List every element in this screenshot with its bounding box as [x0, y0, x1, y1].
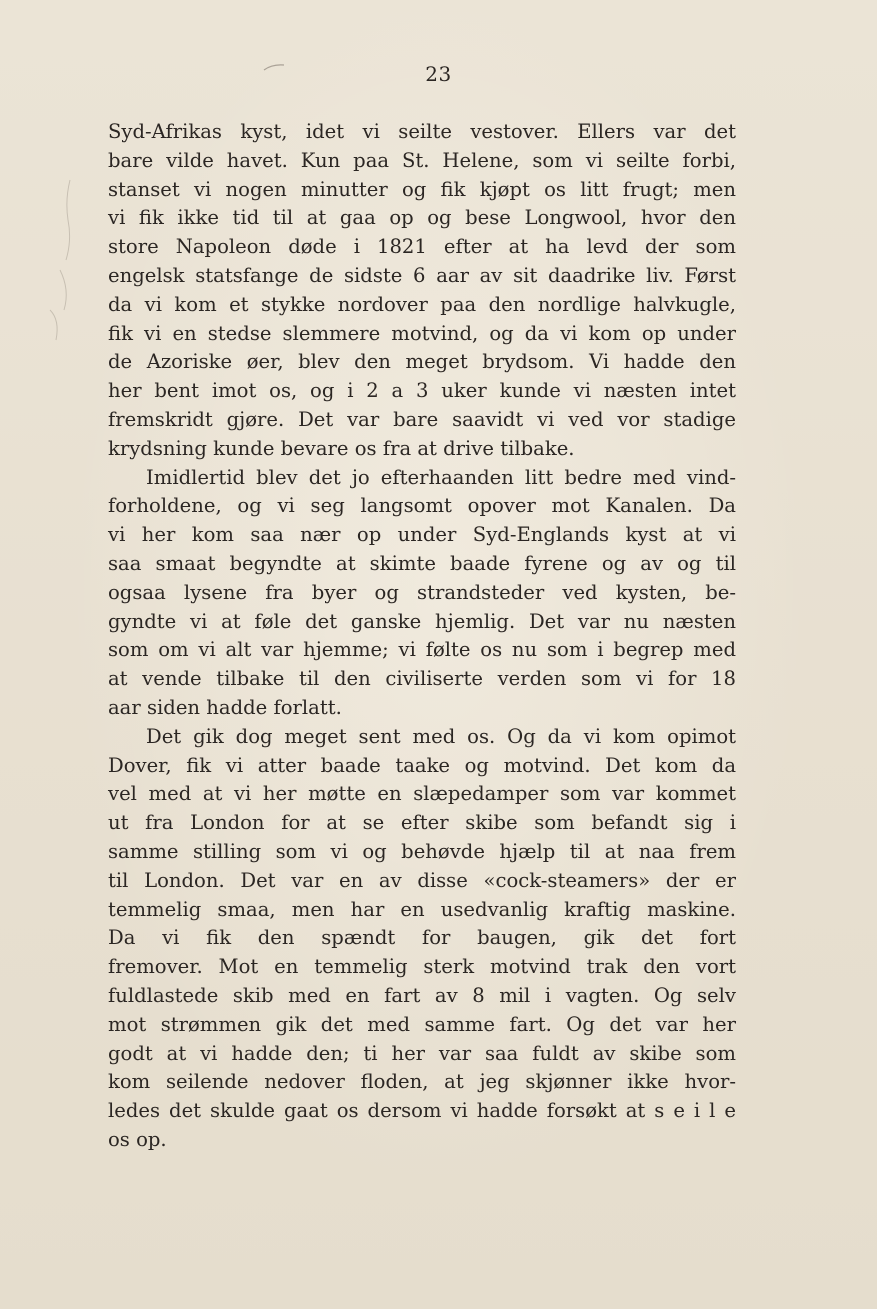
text-line: os op.	[108, 1127, 167, 1151]
text-line: ogsaa lysene fra byer og strandsteder ved kysten, be-	[108, 580, 736, 604]
text-line: ledes det skulde gaat os dersom vi hadde forsøkt at s e i l e	[108, 1099, 736, 1123]
text-line: fuldlastede skib med en fart av 8 mil i vagten. Og selv	[108, 983, 736, 1007]
text-line: Da vi fik den spændt for baugen, gik det fort	[108, 926, 736, 950]
text-line: temmelig smaa, men har en usedvanlig kraftig maskine.	[108, 897, 736, 921]
text-line: som om vi alt var hjemme; vi følte os nu som i begrep med	[108, 638, 736, 662]
text-line: godt at vi hadde den; ti her var saa fuldt av skibe som	[108, 1041, 736, 1065]
text-line: Syd-Afrikas kyst, idet vi seilte vestover. Ellers var det	[108, 120, 736, 143]
text-line: bare vilde havet. Kun paa St. Helene, som vi seilte forbi,	[108, 148, 736, 172]
text-line: fik vi en stedse slemmere motvind, og da vi kom op under	[108, 321, 736, 345]
text-line: krydsning kunde bevare os fra at drive tilbake.	[108, 436, 575, 460]
text-line: saa smaat begyndte at skimte baade fyrene og av og til	[108, 551, 736, 575]
text-line: store Napoleon døde i 1821 efter at ha levd der som	[108, 235, 736, 259]
page-number: 23	[425, 62, 452, 86]
text-line: fremover. Mot en temmelig sterk motvind trak den vort	[108, 955, 736, 979]
text-line: fremskridt gjøre. Det var bare saavidt vi ved vor stadige	[108, 407, 736, 431]
text-line: mot strømmen gik det med samme fart. Og det var her	[108, 1012, 736, 1036]
text-line: de Azoriske øer, blev den meget brydsom. Vi hadde den	[108, 350, 736, 374]
text-line: vi her kom saa nær op under Syd-Englands kyst at vi	[108, 523, 736, 547]
text-line: engelsk statsfange de sidste 6 aar av sit daadrike liv. Først	[108, 263, 736, 287]
text-line: da vi kom et stykke nordover paa den nordlige halvkugle,	[108, 292, 736, 316]
text-line: samme stilling som vi og behøvde hjælp til at naa frem	[108, 839, 736, 863]
body-text	[108, 118, 736, 1155]
text-line: ut fra London for at se efter skibe som befandt sig i	[108, 811, 736, 835]
text-line: forholdene, og vi seg langsomt opover mot Kanalen. Da	[108, 494, 736, 518]
margin-pencil-marks	[30, 160, 100, 360]
text-line: aar siden hadde forlatt.	[108, 695, 342, 719]
text-line: Dover, fik vi atter baade taake og motvind. Det kom da	[108, 753, 736, 777]
text-line: til London. Det var en av disse «cock-steamers» der er	[108, 868, 736, 892]
text-line: Imidlertid blev det jo efterhaanden litt bedre med vind-	[146, 465, 736, 489]
text-line: vel med at vi her møtte en slæpedamper som var kommet	[108, 782, 736, 806]
text-line: Det gik dog meget sent med os. Og da vi kom opimot	[146, 724, 736, 748]
text-line: stanset vi nogen minutter og fik kjøpt os litt frugt; men	[108, 177, 736, 201]
text-line: her bent imot os, og i 2 a 3 uker kunde vi næsten intet	[108, 379, 736, 403]
text-line: vi fik ikke tid til at gaa op og bese Longwool, hvor den	[108, 206, 736, 230]
text-line: gyndte vi at føle det ganske hjemlig. Det var nu næsten	[108, 609, 736, 633]
text-line: kom seilende nedover floden, at jeg skjønner ikke hvor-	[108, 1070, 736, 1094]
text-line: at vende tilbake til den civiliserte verden som vi for 18	[108, 667, 736, 691]
